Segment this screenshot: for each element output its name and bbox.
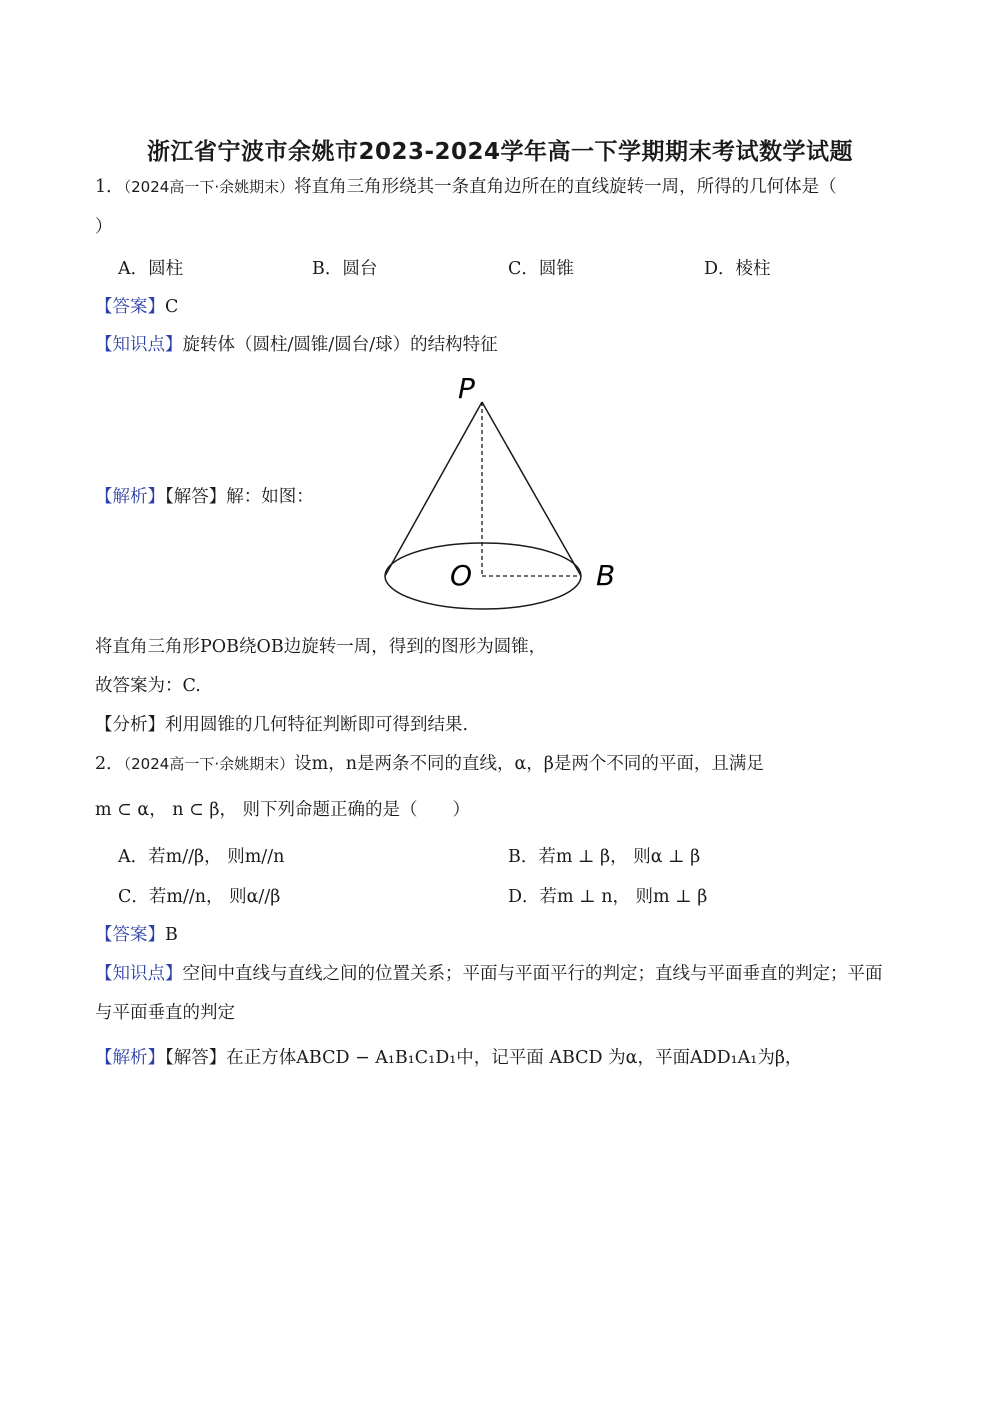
answer-value: B <box>165 925 178 945</box>
analysis-text: 【解答】在正方体ABCD − A₁B₁C₁D₁中，记平面 ABCD 为α，平面ADD₁A₁为β， <box>165 1048 803 1068</box>
question-1-stem-close: ） <box>95 217 113 237</box>
answer-tag: 【答案】 <box>95 297 165 317</box>
analysis-tag: 【解析】 <box>95 487 165 507</box>
cone-left-edge <box>385 402 482 576</box>
label-b: B <box>596 559 616 592</box>
analysis-tag: 【解析】 <box>95 1048 165 1068</box>
q1-option-d: D．棱柱 <box>704 259 771 279</box>
knowledge-text: 旋转体（圆柱/圆锥/圆台/球）的结构特征 <box>182 335 498 355</box>
question-1-source: （2024高一下·余姚期末） <box>123 178 295 196</box>
q2-option-b: B．若m ⊥ β， 则α ⊥ β <box>508 847 701 867</box>
question-1-text: 将直角三角形绕其一条直角边所在的直线旋转一周，所得的几何体是（ <box>294 177 837 197</box>
q1-explain-1: 将直角三角形POB绕OB边旋转一周，得到的图形为圆锥， <box>95 637 547 657</box>
knowledge-tag: 【知识点】 <box>95 964 183 984</box>
q1-option-a: A．圆柱 <box>118 259 184 279</box>
cone-figure <box>370 365 650 625</box>
q1-option-c: C．圆锥 <box>508 259 574 279</box>
label-o: O <box>450 559 473 592</box>
question-2-number: 2． <box>95 754 124 774</box>
q2-option-d: D．若m ⊥ n， 则m ⊥ β <box>508 887 708 907</box>
question-1-number: 1． <box>95 177 124 197</box>
q1-answer <box>95 295 178 319</box>
q1-option-b: B．圆台 <box>312 259 378 279</box>
question-2-stem <box>95 752 764 776</box>
q1-knowledge <box>95 333 498 357</box>
label-p: P <box>458 372 475 405</box>
q2-knowledge <box>95 962 883 986</box>
knowledge-text: 空间中直线与直线之间的位置关系；平面与平面平行的判定；直线与平面垂直的判定；平面 <box>182 964 883 984</box>
cone-right-edge <box>482 402 581 576</box>
analysis-intro: 【解答】解：如图： <box>165 487 314 507</box>
q1-fenxi: 【分析】利用圆锥的几何特征判断即可得到结果. <box>95 715 469 735</box>
question-2-text: 设m，n是两条不同的直线，α，β是两个不同的平面，且满足 <box>294 754 764 774</box>
q2-answer <box>95 923 178 947</box>
answer-tag: 【答案】 <box>95 925 165 945</box>
q1-explain-2: 故答案为：C. <box>95 676 201 696</box>
q1-analysis <box>95 485 314 509</box>
question-1-stem <box>95 175 837 199</box>
q2-option-c: C．若m//n， 则α//β <box>118 887 281 907</box>
question-2-source: （2024高一下·余姚期末） <box>123 755 295 773</box>
q2-analysis <box>95 1046 802 1070</box>
q2-option-a: A．若m//β， 则m//n <box>118 847 285 867</box>
q2-knowledge-cont: 与平面垂直的判定 <box>95 1003 235 1023</box>
knowledge-tag: 【知识点】 <box>95 335 183 355</box>
question-2-stem-2: m ⊂ α， n ⊂ β， 则下列命题正确的是（ ） <box>95 800 471 820</box>
answer-value: C <box>165 297 179 317</box>
page-title: 浙江省宁波市余姚市2023-2024学年高一下学期期末考试数学试题 <box>146 139 854 165</box>
